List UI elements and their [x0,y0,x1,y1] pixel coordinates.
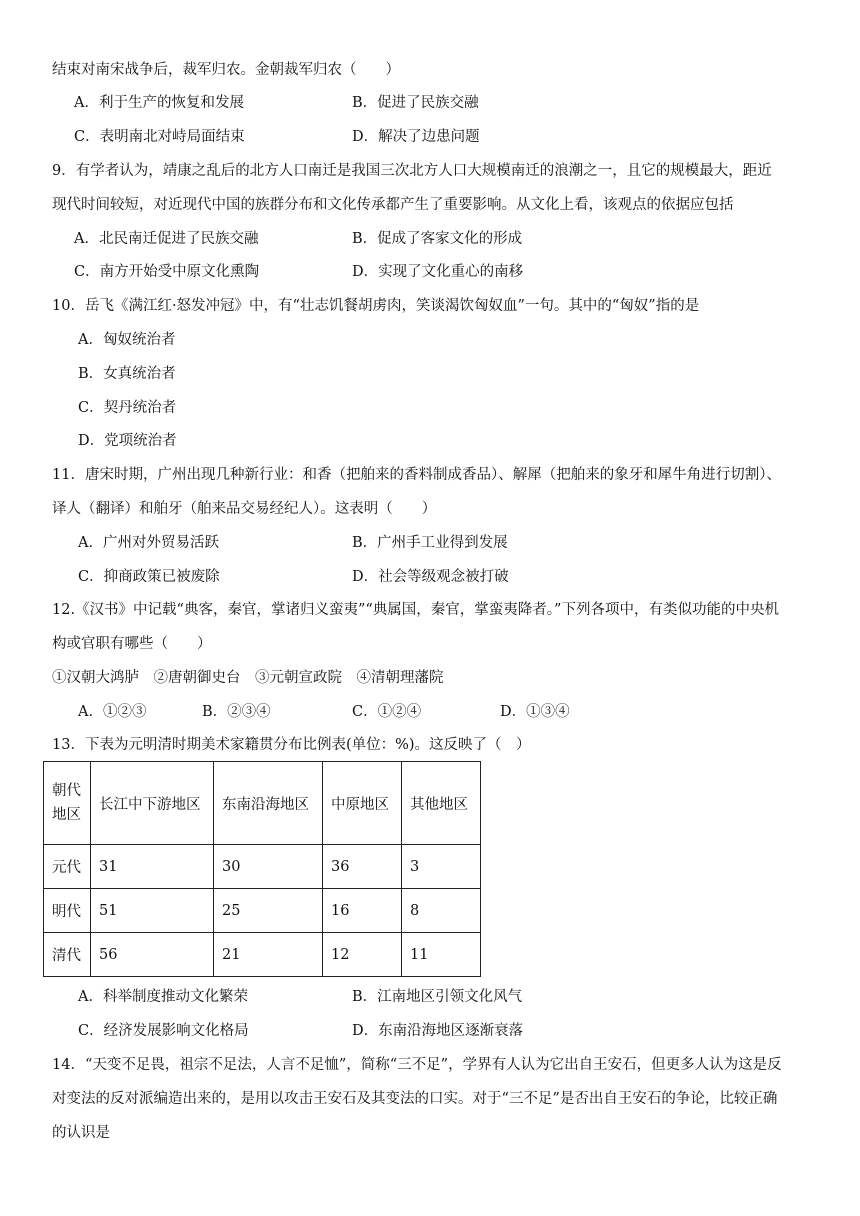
q8-option-a: A．利于生产的恢复和发展 [74,95,244,111]
q10-option-b: B．女真统治者 [78,366,176,382]
table-row [44,845,481,889]
table-cell: 16 [323,889,402,933]
q13-stem: 13．下表为元明清时期美术家籍贯分布比例表(单位：%)。这反映了（ ） [52,737,531,753]
q10-option-a: A．匈奴统治者 [78,332,176,348]
q12-items: ①汉朝大鸿胪 ②唐朝御史台 ③元朝宣政院 ④清朝理藩院 [52,670,444,686]
q9-option-d: D．实现了文化重心的南移 [352,264,524,280]
q11-option-b: B．广州手工业得到发展 [352,535,508,551]
q12-option-d: D．①③④ [500,704,570,720]
q13-data-table [43,761,481,977]
table-cell: 11 [402,933,481,977]
q11-option-c: C．抑商政策已被废除 [78,569,220,585]
table-cell: 31 [91,845,214,889]
q11-stem-line1: 11．唐宋时期，广州出现几种新行业：和香（把舶来的香料制成香品）、解犀（把舶来的象牙和犀牛角进行切割）、 [52,467,781,483]
q12-option-c: C．①②④ [352,704,422,720]
q14-stem-line3: 的认识是 [52,1125,110,1141]
q8-option-d: D．解决了边患问题 [352,129,480,145]
q9-option-a: A．北民南迁促进了民族交融 [74,231,259,247]
q12-stem-line2: 构或官职有哪些（ ） [52,636,212,652]
q12-stem-line1: 12.《汉书》中记载“典客，秦官，掌诸归义蛮夷”“典属国，秦官，掌蛮夷降者。”下列各项中，有类似功能的中央机 [52,602,779,618]
q14-stem-line1: 14．“天变不足畏，祖宗不足法，人言不足恤”，简称“三不足”，学界有人认为它出自王安石，但更多人认为这是反 [52,1057,782,1073]
q9-option-c: C．南方开始受中原文化熏陶 [74,264,260,280]
table-column-header: 东南沿海地区 [214,762,323,845]
table-cell: 21 [214,933,323,977]
table-cell: 56 [91,933,214,977]
q11-stem-line2: 译人（翻译）和舶牙（舶来品交易经纪人）。这表明（ ） [52,501,437,517]
table-cell: 36 [323,845,402,889]
table-row [44,889,481,933]
q14-stem-line2: 对变法的反对派编造出来的，是用以攻击王安石及其变法的口实。对于“三不足”是否出自王安石的争论，比较正确 [52,1091,778,1107]
table-row-label: 明代 [44,889,91,933]
table-column-header: 长江中下游地区 [91,762,214,845]
q8-option-b: B．促进了民族交融 [352,95,479,111]
q11-option-d: D．社会等级观念被打破 [352,569,509,585]
q12-option-b: B．②③④ [202,704,271,720]
table-cell: 51 [91,889,214,933]
q13-option-b: B．江南地区引领文化风气 [352,989,523,1005]
table-cell: 30 [214,845,323,889]
q8-stem-tail: 结束对南宋战争后，裁军归农。金朝裁军归农（ ） [52,62,400,78]
q13-option-c: C．经济发展影响文化格局 [78,1023,249,1039]
q11-option-a: A．广州对外贸易活跃 [78,535,219,551]
table-row [44,933,481,977]
q8-option-c: C．表明南北对峙局面结束 [74,129,245,145]
q12-option-a: A．①②③ [78,704,147,720]
q9-stem-line2: 现代时间较短，对近现代中国的族群分布和文化传承都产生了重要影响。从文化上看，该观点的依据应包括 [52,197,734,213]
table-cell: 8 [402,889,481,933]
corner-region-label: 地区 [52,807,81,823]
table-corner-cell [44,762,91,845]
q13-option-a: A．科举制度推动文化繁荣 [78,989,248,1005]
q10-stem: 10．岳飞《满江红·怒发冲冠》中，有“壮志饥餐胡虏肉，笑谈渴饮匈奴血”一句。其中的“匈奴”指的是 [52,298,700,314]
q10-option-d: D．党项统治者 [78,433,177,449]
table-column-header: 中原地区 [323,762,402,845]
q10-option-c: C．契丹统治者 [78,400,177,416]
table-column-header: 其他地区 [402,762,481,845]
q9-stem-line1: 9．有学者认为，靖康之乱后的北方人口南迁是我国三次北方人口大规模南迁的浪潮之一，且它的规模最大，距近 [52,163,772,179]
table-header-row [44,762,481,845]
q13-option-d: D．东南沿海地区逐渐衰落 [352,1023,524,1039]
table-cell: 3 [402,845,481,889]
table-cell: 12 [323,933,402,977]
table-cell: 25 [214,889,323,933]
q9-option-b: B．促成了客家文化的形成 [352,231,523,247]
table-row-label: 清代 [44,933,91,977]
corner-dynasty-label: 朝代 [52,783,81,799]
table-row-label: 元代 [44,845,91,889]
